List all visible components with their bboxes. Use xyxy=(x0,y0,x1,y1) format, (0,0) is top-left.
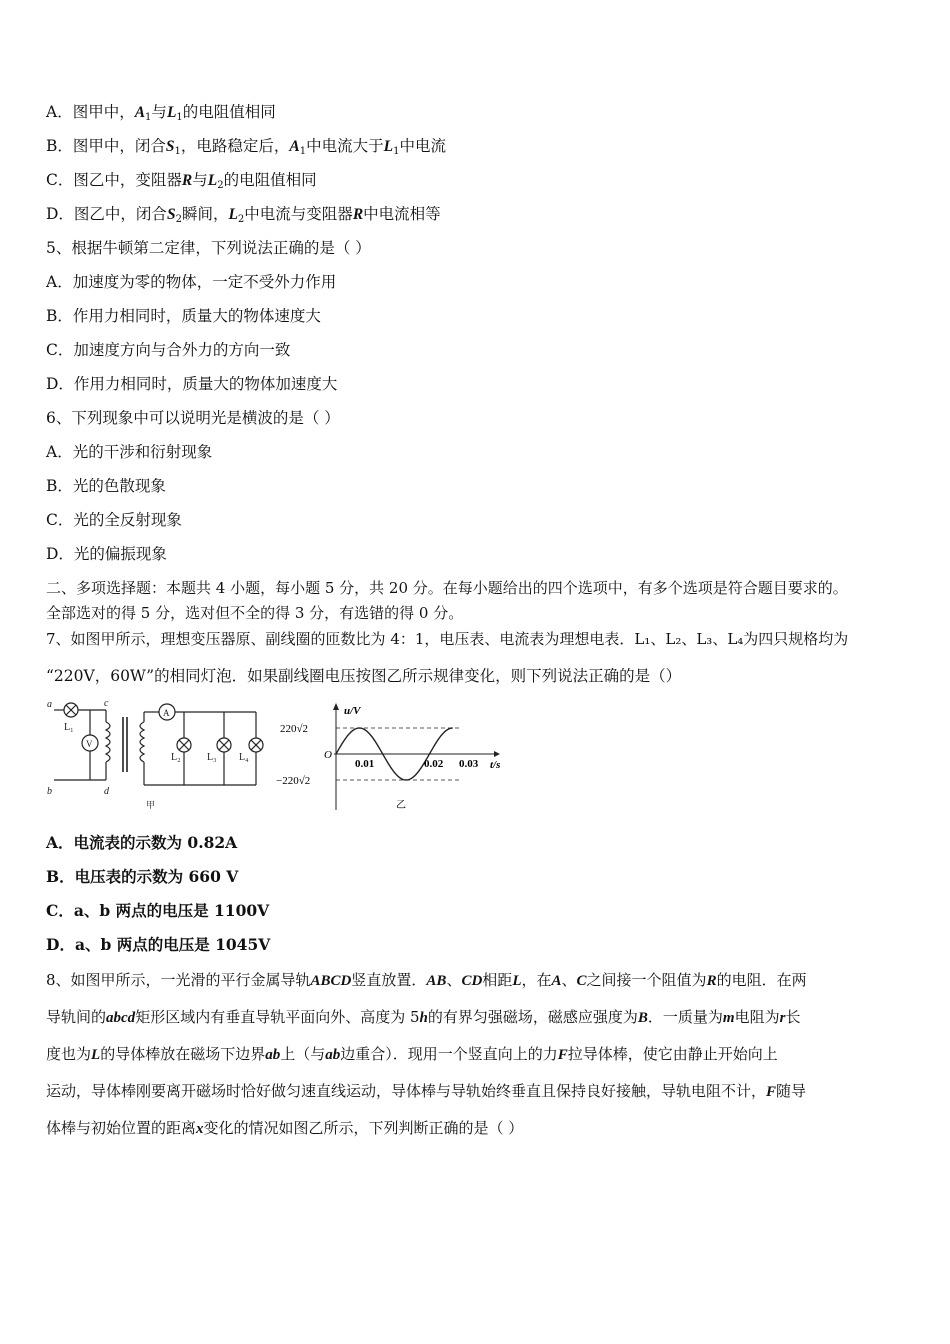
label-c: c xyxy=(104,698,109,709)
q8-line5: 体棒与初始位置的距离x变化的情况如图乙所示，下列判断正确的是（ ） xyxy=(46,1119,524,1137)
label-d: d xyxy=(104,786,109,797)
x-tick-0.01: 0.01 xyxy=(355,758,375,770)
q4-option-b: B．图甲中，闭合$S_1$，电路稳定后，$A_1$中电流大于$L_1$中电流 xyxy=(46,137,447,157)
x-axis-label: t/s xyxy=(490,759,501,771)
q8-line4: 运动，导体棒刚要离开磁场时恰好做匀速直线运动，导体棒与导轨始终垂直且保持良好接触，导轨电阻不计，F随导 xyxy=(46,1082,807,1100)
x-axis-arrow xyxy=(494,751,500,757)
label-a: a xyxy=(47,699,52,710)
label-l4: L₄ xyxy=(239,752,249,763)
label-l1: L₁ xyxy=(64,722,74,733)
q8-line1: 8、如图甲所示，一光滑的平行金属导轨ABCD竖直放置．AB、CD相距L，在A、C之间接一个阻值为R的电阻．在两 xyxy=(46,971,807,989)
q7-option-c: C．a、b 两点的电压是 1100V xyxy=(46,901,270,920)
voltmeter-label: V xyxy=(86,739,93,749)
y-tick-bottom: −220√2 xyxy=(276,775,311,787)
section2-line2: 全部选对的得 5 分，选对但不全的得 3 分，有选错的得 0 分。 xyxy=(46,604,464,622)
q6-option-b: B．光的色散现象 xyxy=(46,477,166,495)
x-tick-0.03: 0.03 xyxy=(459,758,479,770)
y-axis-arrow xyxy=(333,703,339,710)
label-l3: L₃ xyxy=(207,752,217,763)
label-yi: 乙 xyxy=(396,800,406,811)
section2-line1: 二、多项选择题：本题共 4 小题，每小题 5 分，共 20 分。在每小题给出的四个选项中，有多个选项是符合题目要求的。 xyxy=(46,579,848,597)
q7-stem-line2: “220V，60W”的相同灯泡．如果副线圈电压按图乙所示规律变化，则下列说法正确的是（） xyxy=(46,667,682,685)
q4-option-a: A．图甲中，$A_1$与$L_1$的电阻值相同 xyxy=(46,103,276,123)
q5-option-c: C．加速度方向与合外力的方向一致 xyxy=(46,341,291,359)
q8-line2: 导轨间的abcd矩形区域内有垂直导轨平面向外、高度为 5h的有界匀强磁场，磁感应强度为B．一质量为m电阻为r长 xyxy=(46,1008,801,1026)
label-jia: 甲 xyxy=(146,800,156,810)
q8-line3: 度也为L的导体棒放在磁场下边界ab上（与ab边重合）．现用一个竖直向上的力F拉导体棒，使它由静止开始向上 xyxy=(46,1045,778,1063)
primary-coil xyxy=(106,722,110,762)
secondary-coil xyxy=(140,722,144,762)
q4-option-d: D．图乙中，闭合$S_2$瞬间，$L_2$中电流与变阻器R中电流相等 xyxy=(46,205,441,225)
origin-label: O xyxy=(324,749,332,761)
x-tick-0.02: 0.02 xyxy=(424,758,444,770)
q4-option-c: C．图乙中，变阻器R与$L_2$的电阻值相同 xyxy=(46,171,317,191)
q7-figure xyxy=(44,692,524,816)
q6-option-d: D．光的偏振现象 xyxy=(46,545,167,563)
voltage-graph-yi xyxy=(276,703,500,811)
y-tick-top: 220√2 xyxy=(280,723,309,735)
y-axis-label: u/V xyxy=(344,705,361,717)
q5-option-a: A．加速度为零的物体，一定不受外力作用 xyxy=(46,273,337,291)
label-b: b xyxy=(47,786,52,797)
q5-stem: 5、根据牛顿第二定律，下列说法正确的是（ ） xyxy=(46,239,371,257)
q7-option-a: A．电流表的示数为 0.82A xyxy=(46,833,238,852)
q5-option-d: D．作用力相同时，质量大的物体加速度大 xyxy=(46,375,338,393)
circuit-labels xyxy=(47,698,249,810)
q7-option-d: D．a、b 两点的电压是 1045V xyxy=(46,935,271,954)
q6-option-a: A．光的干涉和衍射现象 xyxy=(46,443,213,461)
q6-option-c: C．光的全反射现象 xyxy=(46,511,182,529)
label-l2: L₂ xyxy=(171,752,181,763)
q6-stem: 6、下列现象中可以说明光是横波的是（ ） xyxy=(46,409,340,427)
q7-option-b: B．电压表的示数为 660 V xyxy=(46,867,239,886)
q5-option-b: B．作用力相同时，质量大的物体速度大 xyxy=(46,307,321,325)
q7-stem-line1: 7、如图甲所示，理想变压器原、副线圈的匝数比为 4：1，电压表、电流表为理想电表．L₁、L₂、L₃、L₄为四只规格均为 xyxy=(46,630,849,648)
ammeter-label: A xyxy=(163,708,170,718)
